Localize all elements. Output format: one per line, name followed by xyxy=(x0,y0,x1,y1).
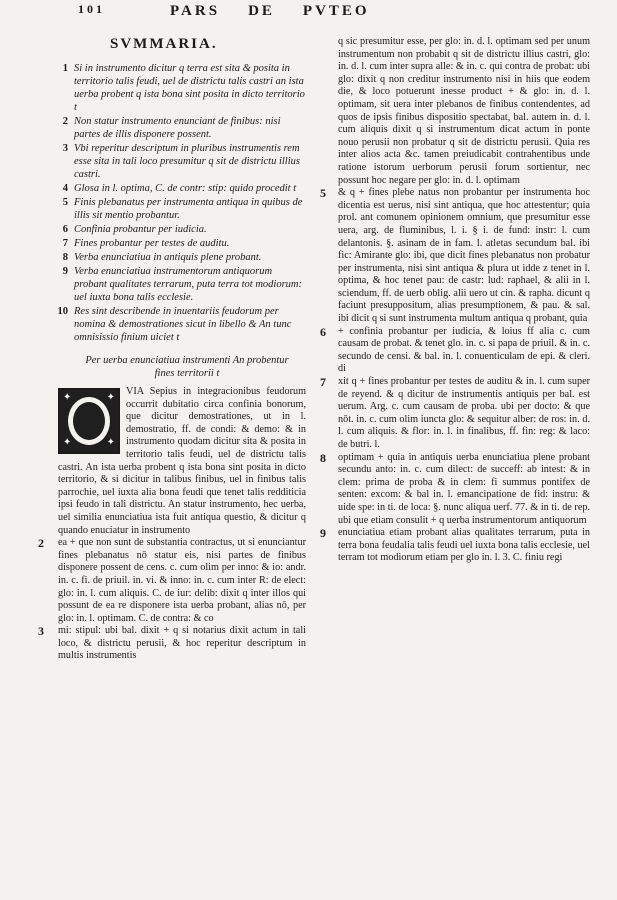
summaria-text: Glosa in l. optima, C. de contr: stip: quido procedit t xyxy=(74,183,297,194)
summaria-item xyxy=(38,223,306,236)
summaria-number: 6 xyxy=(62,224,68,235)
summaria-text: Finis plebanatus per instrumenta antiqua in quibus de illis sit mentio probantur. xyxy=(74,197,303,221)
paragraph-text: mi: stipul: ubi bal. dixit + q si notarius dixit actum in tali loco, & districtu perusii, & hoc reperitur descriptum in multis instrumentis xyxy=(58,625,306,662)
summaria-number: 4 xyxy=(62,183,68,194)
running-head xyxy=(60,0,580,22)
right-column xyxy=(320,36,590,565)
paragraph xyxy=(320,324,590,376)
summaria-text: Fines probantur per testes de auditu. xyxy=(74,238,230,249)
paragraph-text: VIA Sepius in integracionibus feudorum occurrit dubitatio circa confinia bonorum, que dicitur demostrationes, ut in l. demostratio, ff. de condi: & demo: & in instrumento quodam dicitur sita & posita in territorio talis feudi, uel de districtu talis castri. An ista uerba probent q ista bona sint posita in dicto territorio, & si dicitur in talibus finibus, uel in finibus talis parrochie, uel iuxta alia bona feudi que tenet talis redditicia ipsi feudo in tali districtu. An statur instrumento, hec uerba, uel similia enunciatiua ista fuit antiqua questio, & dicitur q quando enuciatur in instrumento xyxy=(58,386,306,536)
summaria-number: 7 xyxy=(62,238,68,249)
section-heading: Per uerba enunciatiua instrumenti An probentur fines territorii t xyxy=(85,355,289,379)
left-body-text xyxy=(38,386,306,663)
paragraph-text: ea + que non sunt de substantia contractus, ut si enunciantur fines plebanatus nō statur eis, nisi partes de finibus disponere possent de cens. c. cum olim per inno: & io: andr. in. c. fi. de priuil. in. vi. & inno: in. c. cum inter R: de elect: glo: in. l. cum aliquis. C. de iur: delib: dixit q inter illos qui possunt de ea re disponere ista uerba probant, alias nō, per glo: in. l. optimam. C. de contra: & co xyxy=(58,537,306,624)
paragraph-text: & q + fines plebe natus non probantur per instrumenta hoc dicentia est uerus, nisi sint antiqua, que hoc attestentur; quia prol. ant comunem opinionem omnium, que presumitur esse uera, arg. de fluminibus, l. i. § i. de fund: instr: l. cum delantonis. §. asinam de in fam. l. atletas secundum bal. ibi fic: Amirante glo: ibi, que dicit fines plebanatus non probatur per instrumenta, nisi sint antiqua & plura ut idde z tenet in l. optima, & hoc tenet pau: de castr: lud: raphael, & alii in l. sciendum, ff. de uerb oblig. alii uero ut cin. & rapha. dicunt q faciunt presuppositum, alias presumptionem, & pau. & sal. ibi dicit q si sunt instrumenta multum antiqua q probant, quia xyxy=(338,187,590,325)
ornament-icon: ✦ xyxy=(106,392,115,403)
running-title-word: PARS xyxy=(170,2,221,19)
paragraph-text: xit q + fines probantur per testes de auditu & in. l. cum super de reyend. & q dicitur de instrumentis antiquis per bal. est uerum. Arg. c. cum causam de proba. ubi per docto: & que nōt. in. c. cum olim iuncta glo: & sequitur alber: de ros: in. d. l. cum aliquis. & flor: in. l. in finalibus, ff. fin: reg: & laco: de butri. l. xyxy=(338,376,590,450)
margin-number: 3 xyxy=(38,624,44,639)
paragraph xyxy=(320,186,590,326)
left-column xyxy=(38,36,306,663)
running-title-word: PVTEO xyxy=(302,2,370,19)
paragraph xyxy=(320,450,590,528)
margin-number: 7 xyxy=(320,375,326,390)
margin-number: 2 xyxy=(38,536,44,551)
paragraph xyxy=(320,375,590,452)
summaria-text: Vbi reperitur descriptum in pluribus instrumentis rem esse sita in tali loco presumitur q sit de districtu illius castri. xyxy=(74,143,300,180)
summaria-text: Si in instrumento dicitur q terra est sita & posita in territorio talis feudi, uel de districtu talis castri an ista uerba probent q ista bona sint posita in dicto territorio t xyxy=(74,63,305,113)
summaria-item xyxy=(38,305,306,344)
decorated-initial-q xyxy=(58,388,120,454)
paragraph xyxy=(320,526,590,565)
summaria-number: 1 xyxy=(62,63,68,74)
summaria-number: 8 xyxy=(62,252,68,263)
margin-number: 9 xyxy=(320,526,326,541)
summaria-number: 10 xyxy=(57,306,68,317)
folio-number: 101 xyxy=(78,2,105,16)
margin-number: 5 xyxy=(320,186,326,201)
ornament-icon: ✦ xyxy=(63,437,72,449)
running-title xyxy=(170,3,370,20)
summaria-text: Verba enunciatiua in antiquis plene probant. xyxy=(74,252,262,263)
summaria-item xyxy=(38,196,306,222)
summaria-item xyxy=(38,237,306,250)
summaria-item xyxy=(38,62,306,114)
summaria-title: SVMMARIA. xyxy=(110,36,218,52)
summaria-number: 9 xyxy=(62,266,68,277)
summaria-number: 5 xyxy=(62,197,68,208)
paragraph xyxy=(338,36,590,187)
ornament-icon: ✦ xyxy=(106,437,115,449)
paragraph xyxy=(38,536,306,625)
summaria-text: Verba enunciatiua instrumentorum antiquorum probant qualitates terrarum, puta terra tot modiorum: uel iuxta bona talis ecclesie. xyxy=(74,266,302,303)
paragraph-text: enunciatiua etiam probant alias qualitates terrarum, puta in terra bona feudalia talis feudi uel iuxta bona talis ecclesie, uel terram tot modiorum etiam per glo in. l. 3. C. finiu regi xyxy=(338,527,590,564)
summaria-list xyxy=(38,62,306,344)
summaria-number: 2 xyxy=(62,116,68,127)
summaria-text: Res sint describende in inuentariis feudorum per nomina & demostrationes sicut in libello & An tunc omnisissio finium uiciet t xyxy=(74,306,292,343)
summaria-text: Non statur instrumento enunciant de finibus: nisi partes de illis disponere possent. xyxy=(74,116,281,140)
summaria-item xyxy=(38,142,306,181)
paragraph-text: q sic presumitur esse, per glo: in. d. l. optimam sed per unum instrumentum non probabit q sit de districtu illius castri, glo: in. d. l. cum inter supra alle: & in. c. qui contra de probat: ubi glo: dixit q non creditur instrumento nisi in hiis que eodem die, & loco potuerunt inesse product + & glo: in. d. l. optimam, sit uera inter plebanos de finibus contendentes, ad quos de ipsis finibus dispositio spectabat, bal. autem in. d. l. cum aliquis dixit q si instrumentum dicat actum in ponte nouo perusii non probatur q sit de districtu perusii. Quia res inter alios acta &c. tamen preiudicabit contrahentibus unde ratione istorum uerborum perusii forum sortientur, nec possunt hoc negare per glo: in. d. l. optimam xyxy=(338,36,590,186)
margin-number: 6 xyxy=(320,324,326,339)
paragraph-text: optimam + quia in antiquis uerba enunciatiua plene probant secundu anto: in. c. cum dilect: de succeff: ab intest: & in clem: prima de proba & in clem: fi summus pontifex de senten: excom: & bal in. l. emancipatione de fid: instru: & uide spe: in ti. de loca: §. nunc aliqua uerf. 77. & in ti. de rep. ubi que etiam consulit + q uerba instrumentorum antiquorum xyxy=(338,451,590,526)
summaria-item xyxy=(38,265,306,304)
initial-letter-ring xyxy=(68,397,110,445)
summaria-number: 3 xyxy=(62,143,68,154)
summaria-text: Confinia probantur per iudicia. xyxy=(74,224,207,235)
ornament-icon: ✦ xyxy=(63,392,72,403)
running-title-word: DE xyxy=(248,2,275,19)
paragraph xyxy=(38,624,306,663)
summaria-item xyxy=(38,182,306,195)
margin-number: 8 xyxy=(320,450,326,465)
summaria-item xyxy=(38,115,306,141)
summaria-item xyxy=(38,251,306,264)
right-body-text xyxy=(320,36,590,565)
paragraph-text: + confinia probantur per iudicia, & loius ff alia c. cum causam de probat. & tenet glo. in. c. si papa de priuil. & in. c. secundo de censi. & bal. in. l. conuenticulam de epi. & cleri. di xyxy=(338,325,590,375)
